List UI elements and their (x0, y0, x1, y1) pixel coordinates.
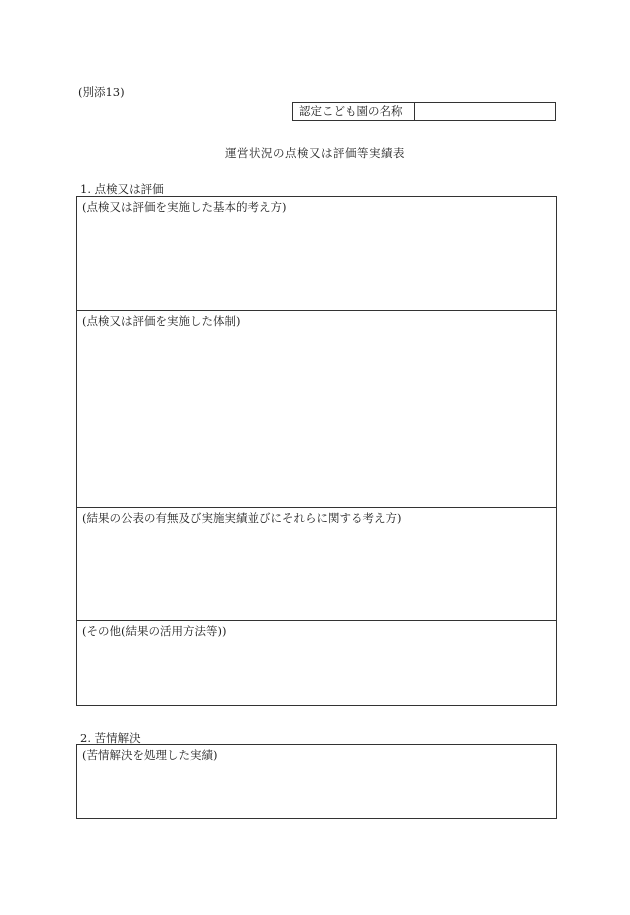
section-heading-complaints: 2. 苦情解決 (80, 731, 141, 745)
other-usage-field[interactable] (77, 620, 556, 705)
facility-name-label: 認定こども園の名称 (293, 103, 415, 120)
implementation-system-field[interactable] (77, 310, 556, 508)
document-title: 運営状況の点検又は評価等実績表 (225, 146, 405, 160)
implementation-system-label: (点検又は評価を実施した体制) (82, 314, 241, 328)
section-heading-inspection: 1. 点検又は評価 (80, 182, 164, 196)
other-usage-label: (その他(結果の活用方法等)) (82, 624, 227, 638)
results-disclosure-label: (結果の公表の有無及び実施実績並びにそれらに関する考え方) (82, 511, 402, 525)
complaint-record-field[interactable] (77, 745, 556, 818)
inspection-evaluation-frame (76, 196, 557, 706)
facility-name-field[interactable] (415, 103, 555, 120)
basic-policy-field[interactable] (77, 197, 556, 311)
facility-name-table (292, 102, 556, 121)
annex-label: (別添13) (78, 85, 125, 99)
complaint-resolution-frame (76, 744, 557, 819)
complaint-record-label: (苦情解決を処理した実績) (82, 748, 218, 762)
basic-policy-label: (点検又は評価を実施した基本的考え方) (82, 200, 287, 214)
results-disclosure-field[interactable] (77, 507, 556, 621)
